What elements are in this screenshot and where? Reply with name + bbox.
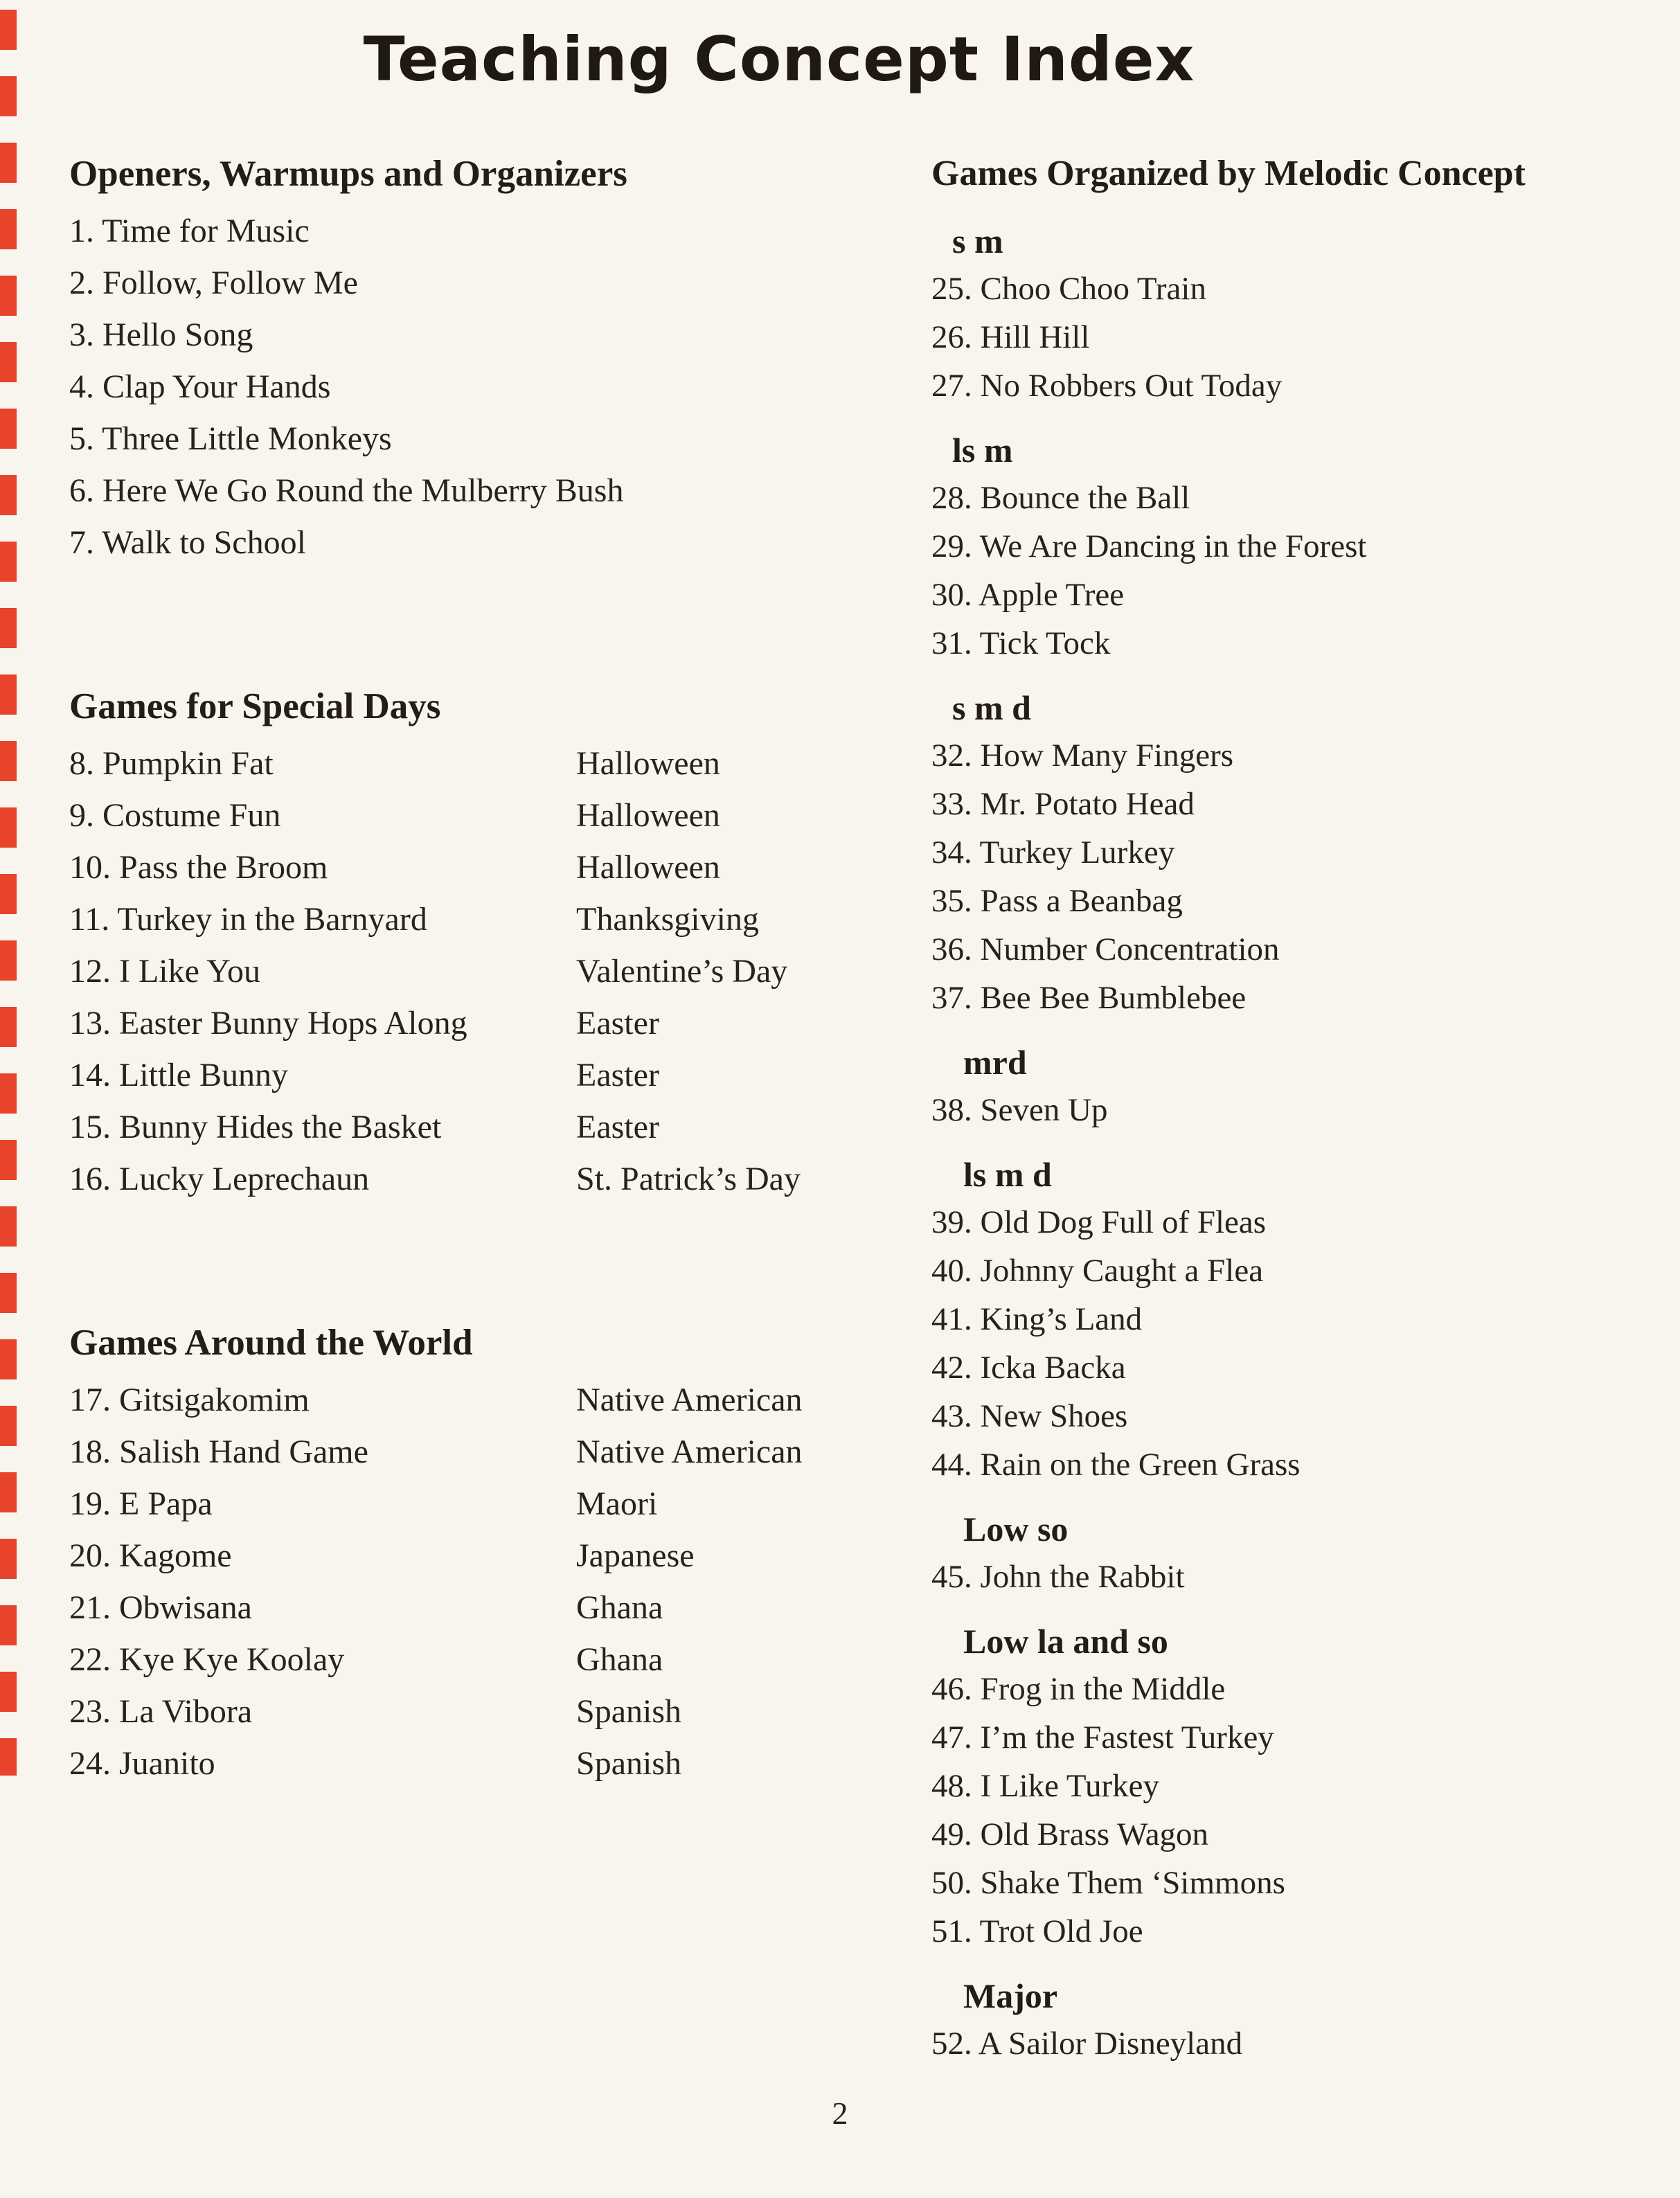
list-item [69,1049,921,1101]
item-text: 9. Costume Fun [69,797,281,834]
list-item [931,1086,1665,1134]
section [69,1316,921,1789]
list-item [69,841,921,893]
item-tag: St. Patrick’s Day [576,1161,801,1197]
item-text: 36. Number Concentration [931,931,1280,967]
group-items [931,265,1665,410]
group-subheading: Major [963,1976,1058,2015]
list-item [69,997,921,1049]
scan-edge-marks [0,10,17,1776]
left-column [69,147,921,1789]
item-tag: Halloween [576,849,720,886]
list-item [931,1198,1665,1247]
list-item [931,974,1665,1022]
item-text: 48. I Like Turkey [931,1768,1159,1804]
list-item [931,1762,1665,1810]
item-tag: Ghana [576,1589,663,1626]
item-text: 13. Easter Bunny Hops Along [69,1005,467,1042]
item-tag [576,465,921,517]
item-text: 20. Kagome [69,1537,232,1574]
list-item [69,1101,921,1153]
list-item [69,1530,921,1582]
page-number: 2 [832,2096,848,2131]
list-item [931,361,1665,410]
item-text: 44. Rain on the Green Grass [931,1447,1301,1483]
list-item [931,2019,1665,2068]
item-text: 19. E Papa [69,1485,213,1522]
item-tag: Native American [576,1433,803,1470]
list-item [69,945,921,997]
list-item [931,1553,1665,1601]
item-text: 3. Hello Song [69,316,253,353]
section-heading: Games for Special Days [69,686,441,726]
item-text: 28. Bounce the Ball [931,480,1190,516]
item-text: 1. Time for Music [69,213,310,249]
list-item [69,413,921,465]
group-subheading: s m [952,222,1003,260]
item-tag: Halloween [576,797,720,834]
item-text: 46. Frog in the Middle [931,1671,1226,1707]
melodic-group [931,217,1665,410]
left-column-sections [69,147,921,1789]
list-item [931,1665,1665,1713]
melodic-concept-heading: Games Organized by Melodic Concept [931,154,1526,193]
item-text: 40. Johnny Caught a Flea [931,1253,1264,1289]
item-text: 10. Pass the Broom [69,849,328,886]
list-item [931,1440,1665,1489]
item-text: 7. Walk to School [69,524,306,561]
item-text: 6. Here We Go Round the Mulberry Bush [69,472,624,509]
section [69,679,921,1205]
item-text: 31. Tick Tock [931,625,1111,661]
item-tag: Spanish [576,1745,682,1782]
list-item [931,925,1665,974]
list-item [931,619,1665,668]
group-subheading: ls m d [963,1155,1052,1194]
item-text: 2. Follow, Follow Me [69,265,358,301]
item-text: 18. Salish Hand Game [69,1433,368,1470]
item-text: 33. Mr. Potato Head [931,786,1195,822]
item-text: 38. Seven Up [931,1092,1108,1128]
list-item [931,1295,1665,1343]
list-item [69,789,921,841]
item-text: 16. Lucky Leprechaun [69,1161,370,1197]
list-item [931,522,1665,571]
item-tag: Thanksgiving [576,901,759,938]
list-item [69,1153,921,1205]
item-text: 12. I Like You [69,953,261,990]
item-text: 35. Pass a Beanbag [931,883,1183,919]
melodic-group [931,1972,1665,2068]
list-item [931,265,1665,313]
list-item [931,828,1665,877]
melodic-group [931,1618,1665,1956]
list-item [69,257,921,309]
item-tag: Easter [576,1005,659,1042]
list-item [931,571,1665,619]
list-item [69,517,921,569]
section-heading: Games Around the World [69,1323,473,1363]
item-text: 47. I’m the Fastest Turkey [931,1719,1274,1755]
item-text: 50. Shake Them ‘Simmons [931,1865,1285,1901]
item-text: 29. We Are Dancing in the Forest [931,528,1367,564]
item-text: 22. Kye Kye Koolay [69,1641,345,1678]
list-item [69,309,921,361]
melodic-group [931,1039,1665,1134]
item-tag [576,517,921,569]
item-tag: Easter [576,1057,659,1093]
item-tag: Spanish [576,1693,682,1730]
list-item [931,1247,1665,1295]
item-tag: Maori [576,1485,658,1522]
item-text: 43. New Shoes [931,1398,1128,1434]
group-items [931,2019,1665,2068]
item-text: 52. A Sailor Disneyland [931,2026,1243,2062]
item-text: 14. Little Bunny [69,1057,288,1093]
item-text: 27. No Robbers Out Today [931,368,1283,404]
list-item [931,877,1665,925]
item-text: 51. Trot Old Joe [931,1913,1143,1949]
item-text: 49. Old Brass Wagon [931,1816,1209,1852]
list-item [69,1374,921,1426]
section [69,147,921,569]
item-text: 17. Gitsigakomim [69,1382,310,1418]
list-item [69,465,921,517]
list-item [931,1713,1665,1762]
item-tag: Halloween [576,745,720,782]
list-item [69,361,921,413]
item-text: 34. Turkey Lurkey [931,834,1175,870]
item-tag [576,413,921,465]
group-items [931,1086,1665,1134]
list-item [69,893,921,945]
group-subheading: mrd [963,1043,1027,1082]
page-title: Teaching Concept Index [363,24,1195,95]
melodic-group [931,1151,1665,1489]
right-column-groups [931,217,1665,2068]
section-items [69,1374,921,1789]
list-item [69,1582,921,1634]
list-item [69,205,921,257]
item-tag [576,309,921,361]
item-tag: Native American [576,1382,803,1418]
item-text: 32. How Many Fingers [931,738,1234,774]
list-item [931,1810,1665,1859]
group-subheading: Low so [963,1510,1069,1548]
group-items [931,1553,1665,1601]
item-tag: Easter [576,1109,659,1145]
melodic-group [931,684,1665,1022]
group-items [931,1665,1665,1956]
item-tag [576,205,921,257]
melodic-group [931,1505,1665,1601]
list-item [931,1907,1665,1956]
list-item [69,738,921,789]
item-tag: Ghana [576,1641,663,1678]
list-item [69,1478,921,1530]
list-item [69,1426,921,1478]
item-text: 21. Obwisana [69,1589,252,1626]
group-items [931,1198,1665,1489]
item-text: 45. John the Rabbit [931,1559,1185,1595]
item-text: 41. King’s Land [931,1301,1143,1337]
list-item [931,1343,1665,1392]
group-items [931,731,1665,1022]
item-text: 4. Clap Your Hands [69,368,331,405]
item-text: 11. Turkey in the Barnyard [69,901,427,938]
item-text: 25. Choo Choo Train [931,271,1206,307]
item-text: 15. Bunny Hides the Basket [69,1109,442,1145]
melodic-group [931,427,1665,668]
list-item [931,313,1665,361]
list-item [931,731,1665,780]
list-item [931,1859,1665,1907]
item-text: 8. Pumpkin Fat [69,745,274,782]
section-items [69,205,921,569]
section-heading: Openers, Warmups and Organizers [69,154,627,194]
item-text: 30. Apple Tree [931,577,1125,613]
group-subheading: s m d [952,688,1031,727]
group-subheading: ls m [952,431,1013,470]
list-item [69,1737,921,1789]
item-tag: Valentine’s Day [576,953,788,990]
right-column [931,147,1665,2068]
item-text: 5. Three Little Monkeys [69,420,392,457]
list-item [931,780,1665,828]
list-item [69,1686,921,1737]
item-text: 24. Juanito [69,1745,215,1782]
list-item [69,1634,921,1686]
section-items [69,738,921,1205]
group-items [931,474,1665,668]
item-text: 23. La Vibora [69,1693,253,1730]
item-text: 39. Old Dog Full of Fleas [931,1204,1267,1240]
list-item [931,474,1665,522]
item-text: 26. Hill Hill [931,319,1090,355]
item-tag [576,361,921,413]
item-text: 37. Bee Bee Bumblebee [931,980,1246,1016]
item-tag [576,257,921,309]
group-subheading: Low la and so [963,1622,1168,1661]
item-tag: Japanese [576,1537,695,1574]
item-text: 42. Icka Backa [931,1350,1126,1386]
list-item [931,1392,1665,1440]
